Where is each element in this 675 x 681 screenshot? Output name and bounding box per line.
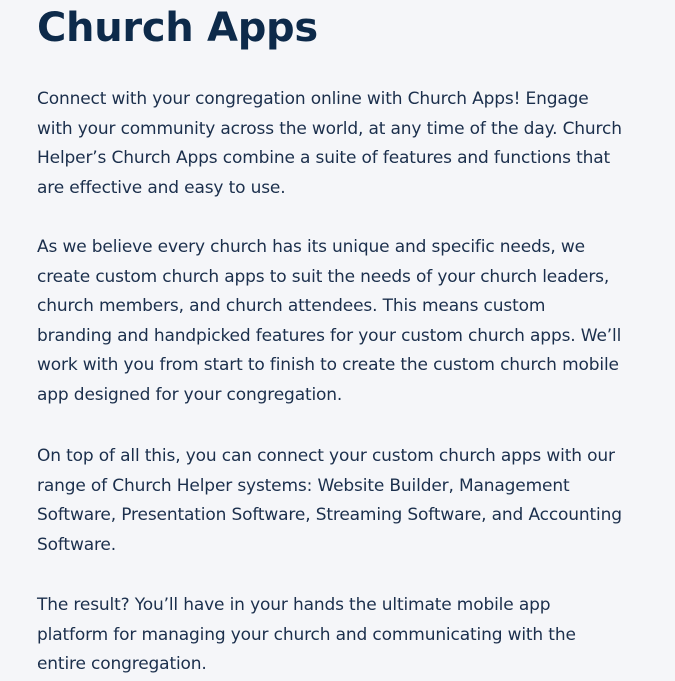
text-line: branding and handpicked features for your custom church apps. We’ll <box>37 325 622 346</box>
paragraph-custom-apps <box>37 233 621 410</box>
text-line: Software, Presentation Software, Streaming Software, and Accounting <box>37 505 622 525</box>
paragraph-integrations <box>37 442 622 560</box>
text-line: Software. <box>37 534 116 555</box>
text-line: app designed for your congregation. <box>37 384 343 405</box>
text-line: Helper’s Church Apps combine a suite of features and functions that <box>37 148 611 168</box>
text-line: The result? You’ll have in your hands the ultimate mobile app <box>37 595 551 615</box>
text-line: On top of all this, you can connect your custom church apps with our <box>37 446 615 466</box>
paragraph-intro <box>37 85 622 203</box>
text-line: create custom church apps to suit the needs of your church leaders, <box>37 266 610 287</box>
text-line: As we believe every church has its unique and specific needs, we <box>37 237 585 257</box>
text-line: range of Church Helper systems: Website Builder, Management <box>37 475 570 496</box>
text-line: with your community across the world, at any time of the day. Church <box>37 118 622 139</box>
text-line: platform for managing your church and communicating with the <box>37 624 576 645</box>
text-line: entire congregation. <box>37 654 207 674</box>
text-line: are effective and easy to use. <box>37 177 286 198</box>
text-line: work with you from start to finish to create the custom church mobile <box>37 355 619 375</box>
page-title: Church Apps <box>37 5 318 51</box>
paragraph-result <box>37 591 576 680</box>
text-line: Connect with your congregation online with Church Apps! Engage <box>37 89 589 109</box>
text-line: church members, and church attendees. This means custom <box>37 296 546 316</box>
